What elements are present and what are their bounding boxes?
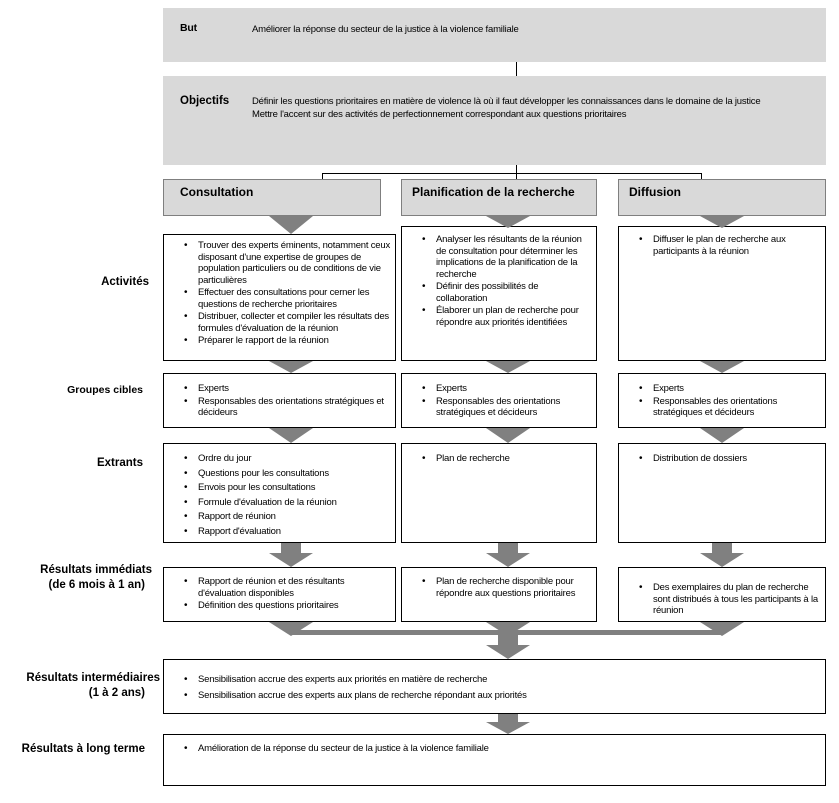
targets-box-planification <box>401 373 597 428</box>
list-item: • Experts <box>436 383 590 395</box>
column-header-planification <box>401 179 597 216</box>
list-item: • Responsables des orientations stratégiques et décideurs <box>436 396 590 419</box>
list-item: • Amélioration de la réponse du secteur de la justice à la violence familiale <box>198 743 819 755</box>
outputs-list <box>182 453 389 537</box>
column-header-consultation <box>163 179 381 216</box>
arrow-down-icon <box>700 361 744 373</box>
list-item: • Ordre du jour <box>198 453 389 465</box>
list-item: • Définir des possibilités de collaboration <box>436 281 590 304</box>
activities-box-planification <box>401 226 597 361</box>
immediate-box-planification <box>401 567 597 622</box>
list-item: • Distribuer, collecter et compiler les résultats des formules d'évaluation de la réunion <box>198 311 391 334</box>
row-label-activities: Activités <box>101 276 149 288</box>
objectives-line-2: Mettre l'accent sur des activités de perfectionnement correspondant aux questions prioritaires <box>252 109 627 120</box>
activities-box-diffusion <box>618 226 826 361</box>
list-item: • Rapport d'évaluation <box>198 526 389 538</box>
list-item: • Rapport de réunion <box>198 511 389 523</box>
list-item: • Responsables des orientations stratégiques et décideurs <box>198 396 389 419</box>
list-item: • Experts <box>198 383 389 395</box>
targets-box-consultation <box>163 373 396 428</box>
list-item: • Distribution de dossiers <box>653 453 819 465</box>
column-title: Diffusion <box>629 185 681 199</box>
activities-box-consultation <box>163 234 396 361</box>
row-label-immediate-1: Résultats immédiats <box>40 564 152 576</box>
immediate-list <box>420 576 590 599</box>
arrow-down-icon <box>269 361 313 373</box>
immediate-box-consultation <box>163 567 396 622</box>
list-item: • Envois pour les consultations <box>198 482 389 494</box>
targets-list <box>637 383 819 419</box>
objectives-line-1: Définir les questions prioritaires en matière de violence là où il faut développer les connaissances dans le domaine de la justice <box>252 96 761 107</box>
outputs-list <box>420 453 590 465</box>
list-item: • Élaborer un plan de recherche pour répondre aux priorités identifiées <box>436 305 590 328</box>
list-item: • Des exemplaires du plan de recherche sont distribués à tous les participants à la réunion <box>653 582 819 617</box>
list-item: • Trouver des experts éminents, notamment ceux disposant d'une expertise de groupes de population particuliers ou de conditions de vie particulières <box>198 240 391 286</box>
list-item: • Questions pour les consultations <box>198 468 389 480</box>
arrow-down-icon <box>486 216 530 228</box>
immediate-list <box>637 582 819 617</box>
arrow-down-icon <box>486 714 530 734</box>
arrow-down-icon <box>269 216 313 234</box>
list-item: • Experts <box>653 383 819 395</box>
activities-list <box>637 234 819 257</box>
list-item: • Responsables des orientations stratégiques et décideurs <box>653 396 819 419</box>
list-item: • Diffuser le plan de recherche aux participants à la réunion <box>653 234 819 257</box>
longterm-box <box>163 734 826 786</box>
row-label-intermediate-2: (1 à 2 ans) <box>88 687 145 699</box>
outputs-box-diffusion <box>618 443 826 543</box>
immediate-box-diffusion <box>618 567 826 622</box>
list-item: • Rapport de réunion et des résultants d'évaluation disponibles <box>198 576 389 599</box>
arrow-down-icon <box>700 216 744 228</box>
list-item: • Plan de recherche <box>436 453 590 465</box>
row-label-immediate-2: (de 6 mois à 1 an) <box>48 579 145 591</box>
targets-box-diffusion <box>618 373 826 428</box>
objectives-stem <box>516 165 517 173</box>
arrow-down-icon <box>486 428 530 443</box>
list-item: • Formule d'évaluation de la réunion <box>198 497 389 509</box>
list-item: • Plan de recherche disponible pour répondre aux questions prioritaires <box>436 576 590 599</box>
column-title: Consultation <box>180 185 254 199</box>
outputs-list <box>637 453 819 465</box>
goal-label: But <box>180 22 197 34</box>
objectives-label: Objectifs <box>180 95 230 107</box>
targets-list <box>420 383 590 419</box>
objectives-band <box>163 76 826 165</box>
arrow-down-icon <box>486 543 530 567</box>
list-item: • Sensibilisation accrue des experts aux priorités en matière de recherche <box>198 674 819 686</box>
outputs-box-consultation <box>163 443 396 543</box>
list-item: • Sensibilisation accrue des experts aux plans de recherche répondant aux priorités <box>198 690 819 702</box>
list-item: • Effectuer des consultations pour cerner les questions de recherche prioritaires <box>198 287 391 310</box>
intermediate-box <box>163 659 826 714</box>
row-label-outputs: Extrants <box>96 457 143 469</box>
immediate-list <box>182 576 389 612</box>
row-label-targets: Groupes cibles <box>67 384 143 396</box>
outputs-box-planification <box>401 443 597 543</box>
targets-list <box>182 383 389 419</box>
list-item: • Définition des questions prioritaires <box>198 600 389 612</box>
list-item: • Analyser les résultants de la réunion de consultation pour déterminer les implications de la planification de la recherche <box>436 234 590 280</box>
row-label-longterm: Résultats à long terme <box>21 743 145 755</box>
arrow-down-icon <box>269 543 313 567</box>
arrow-down-icon <box>486 361 530 373</box>
goal-text: Améliorer la réponse du secteur de la justice à la violence familiale <box>252 24 519 35</box>
arrow-down-icon <box>700 543 744 567</box>
arrow-down-icon <box>486 635 530 659</box>
columns-connector <box>322 173 701 174</box>
arrow-down-icon <box>269 428 313 443</box>
goal-connector <box>516 62 517 76</box>
intermediate-list <box>182 674 819 701</box>
column-header-diffusion <box>618 179 826 216</box>
list-item: • Préparer le rapport de la réunion <box>198 335 391 347</box>
longterm-list <box>182 743 819 755</box>
activities-list <box>182 240 391 347</box>
activities-list <box>420 234 590 328</box>
row-label-intermediate-1: Résultats intermédiaires <box>26 672 160 684</box>
column-title: Planification de la recherche <box>412 185 575 199</box>
goal-band <box>163 8 826 62</box>
arrow-down-icon <box>700 428 744 443</box>
